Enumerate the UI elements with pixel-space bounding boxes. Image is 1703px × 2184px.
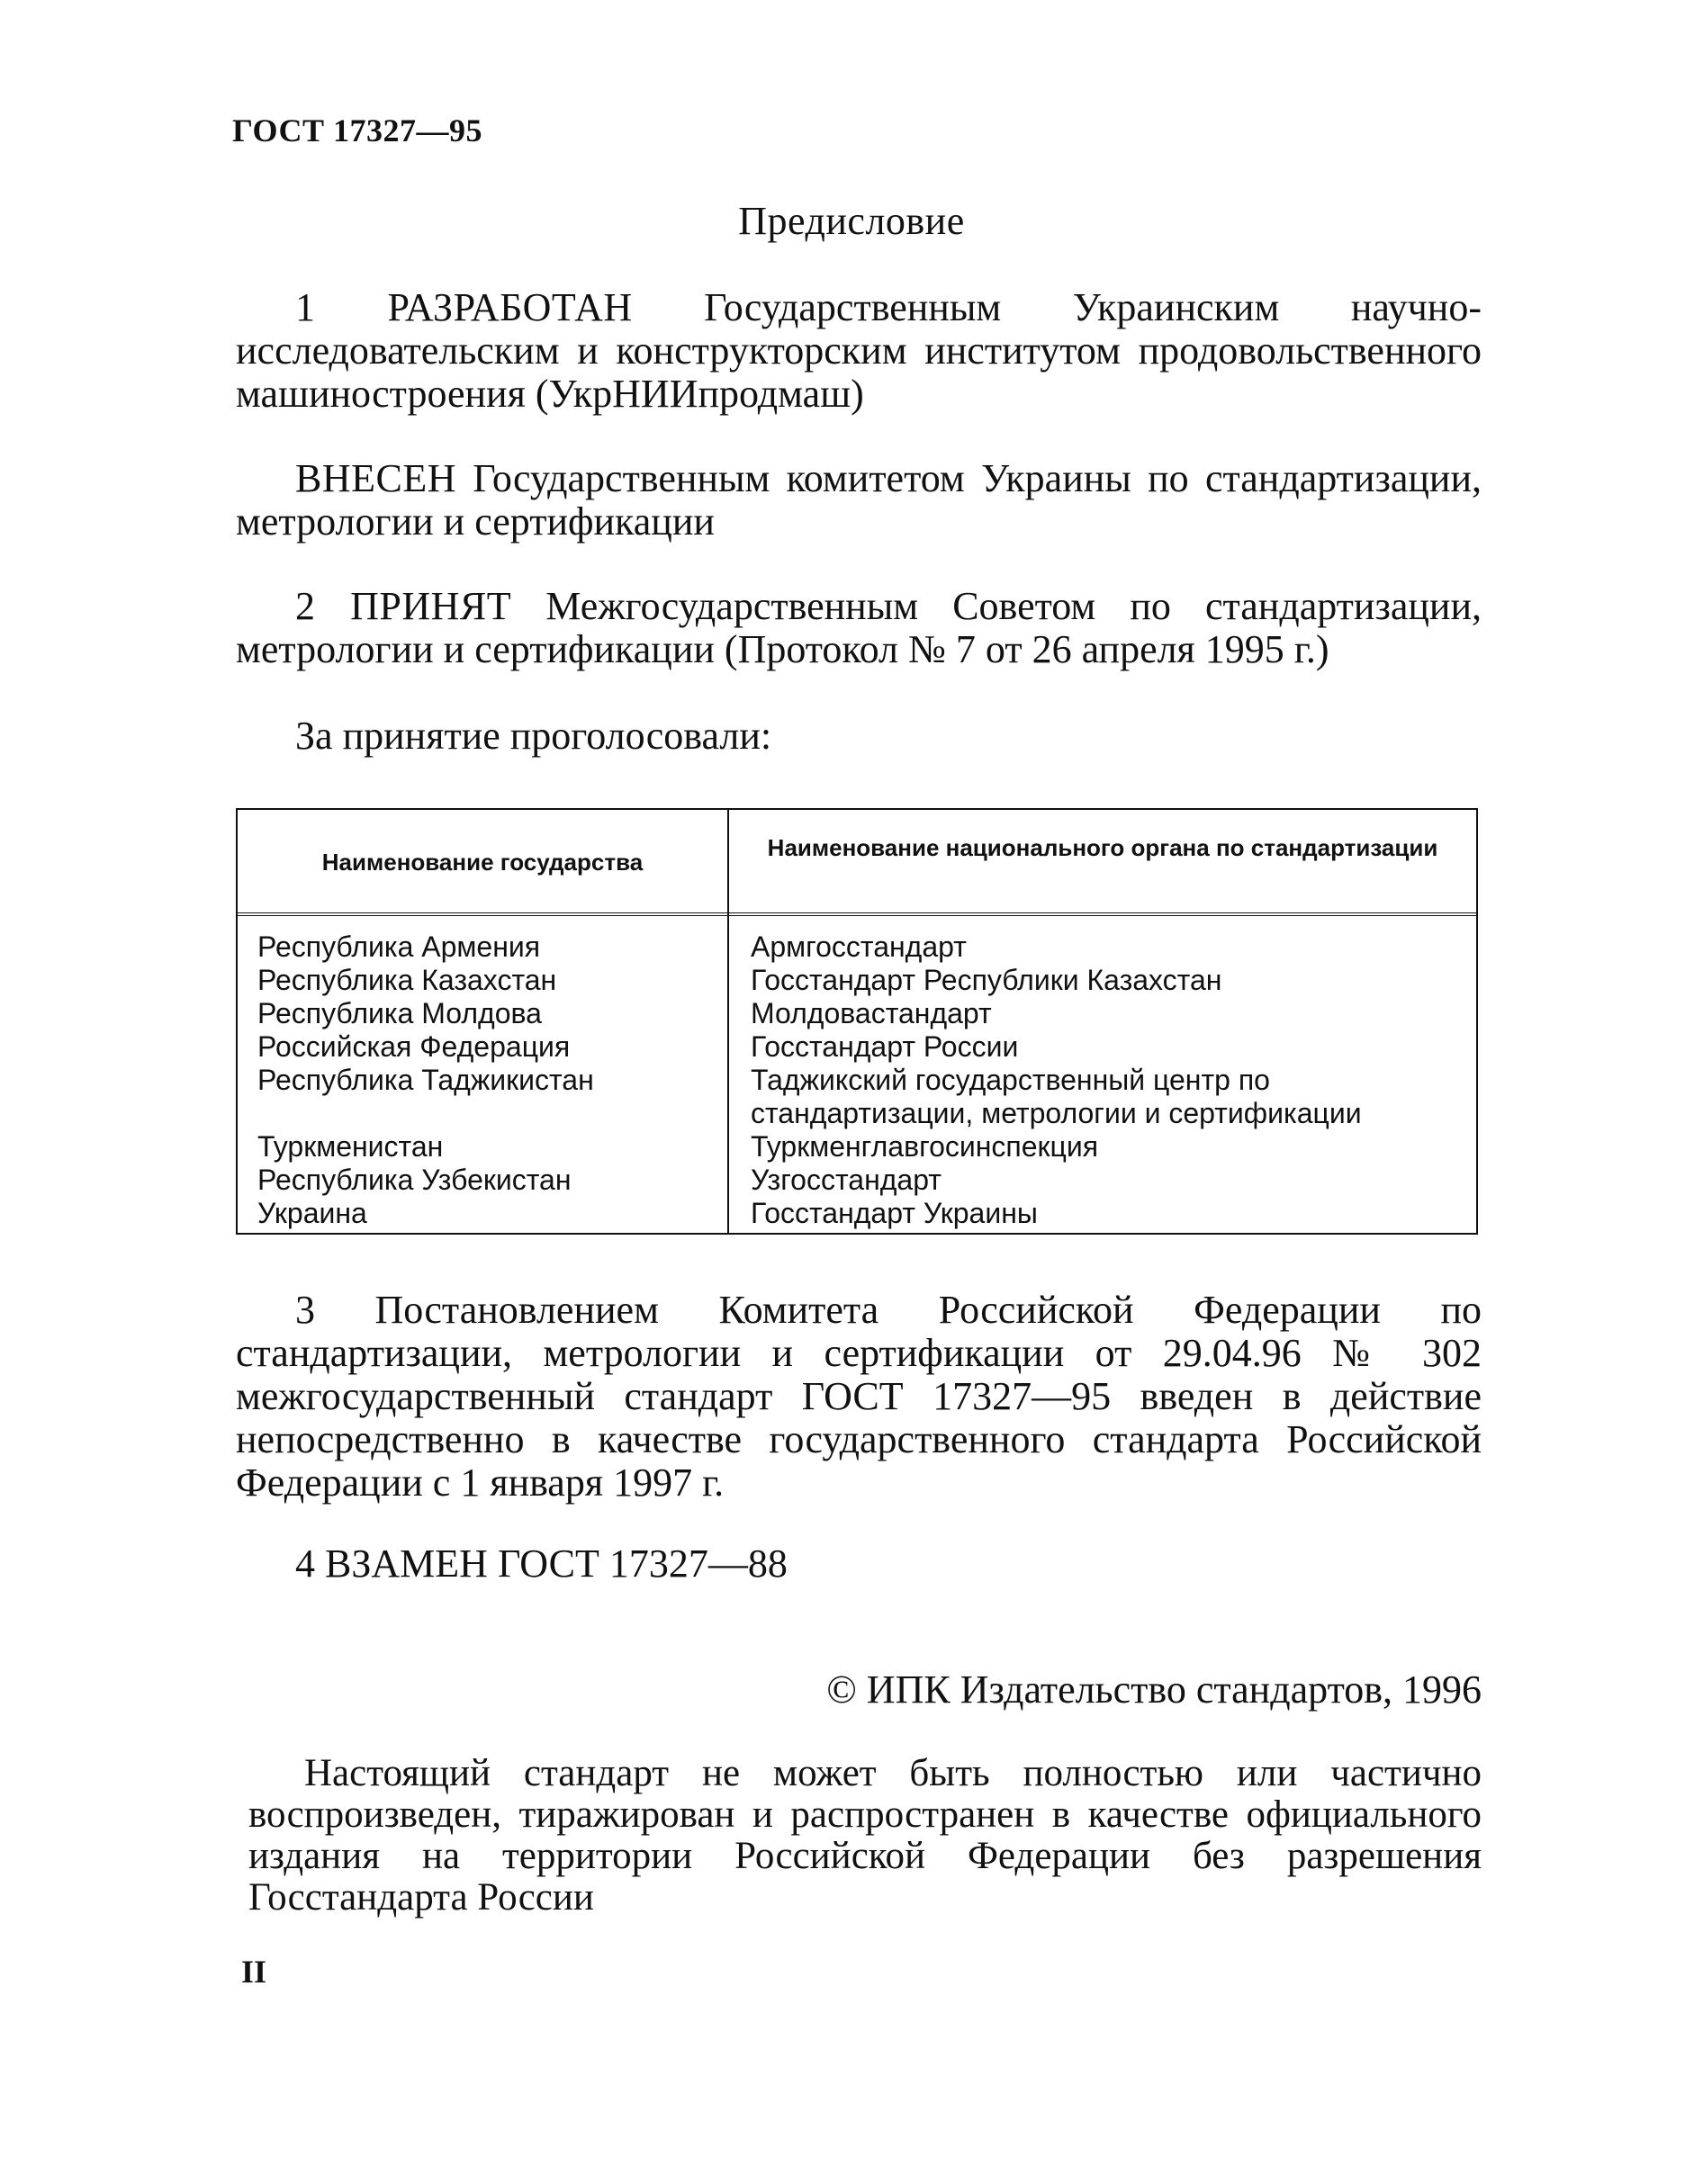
voting-table (236, 808, 1478, 1235)
table-cell-state: Республика Армения (257, 930, 541, 963)
reproduction-notice (248, 1753, 1482, 1919)
copyright-line: © ИПК Издательство стандартов, 1996 (826, 1667, 1482, 1712)
table-column-states (257, 930, 716, 1230)
item-introduced-text: Государственным комитетом Украины по стандартизации, метрологии и сертификации (236, 456, 1482, 544)
table-cell-state: Республика Казахстан (257, 964, 557, 996)
table-cell-state: Украина (257, 1197, 367, 1229)
voted-label-text: За принятие проголосовали: (295, 714, 772, 758)
item-introduced (236, 457, 1482, 544)
table-cell-state: Туркменистан (257, 1130, 444, 1163)
table-cell-state: Республика Узбекистан (257, 1164, 572, 1196)
voted-label (236, 715, 1482, 758)
document-header: ГОСТ 17327—95 (232, 112, 482, 148)
item-developed-keyword: 1 РАЗРАБОТАН (295, 285, 633, 329)
reproduction-notice-text: Настоящий стандарт не может быть полностью или частично воспроизведен, тиражирован и распространен в качестве официального издания на территории Российской Федерации без разрешения Госстандарта России (248, 1752, 1482, 1919)
table-cell-body: Госстандарт Украины (751, 1197, 1038, 1229)
table-cell-state: Российская Федерация (257, 1030, 571, 1063)
item-replaces-text: 4 ВЗАМЕН ГОСТ 17327—88 (295, 1541, 788, 1586)
item-adopted-keyword: 2 ПРИНЯТ (295, 584, 512, 628)
table-cell-body: Туркменглавгосинспекция (751, 1130, 1099, 1163)
table-cell-body: Таджикский государственный центр по стандартизации, метрологии и сертификации (751, 1064, 1362, 1129)
page-title: Предисловие (738, 199, 965, 243)
table-cell-body: Молдовастандарт (751, 997, 992, 1029)
item-introduced-keyword: ВНЕСЕН (295, 456, 456, 500)
table-cell-body: Госстандарт Республики Казахстан (751, 964, 1222, 996)
item-developed (236, 286, 1482, 416)
table-header-state: Наименование государства (321, 849, 644, 876)
table-column-bodies (751, 930, 1471, 1230)
table-header-body: Наименование национального органа по стандартизации (767, 834, 1438, 861)
table-column-divider (727, 810, 729, 1233)
item-resolution-text: 3 Постановлением Комитета Российской Федерации по стандартизации, метрологии и сертификации от 29.04.96 № 302 межгосударственный стандарт ГОСТ 17327—95 введен в действие непосредственно в качестве государственного стандарта Российской Федерации с 1 января 1997 г. (236, 1288, 1482, 1505)
table-header-divider (238, 912, 1476, 916)
item-replaces (236, 1542, 1482, 1586)
table-cell-body: Узгосстандарт (751, 1164, 942, 1196)
table-cell-state: Республика Молдова (257, 997, 542, 1029)
table-cell-state: Республика Таджикистан (257, 1064, 594, 1096)
item-adopted (236, 585, 1482, 671)
table-cell-body: Армгосстандарт (751, 930, 967, 963)
item-resolution (236, 1289, 1482, 1505)
table-cell-body: Госстандарт России (751, 1030, 1019, 1063)
item-developed-text: Государственным Украинским научно-исследовательским и конструкторским институтом продовольственного машиностроения (УкрНИИпродмаш) (236, 285, 1482, 416)
page-number: II (241, 1954, 267, 1990)
item-adopted-text: Межгосударственным Советом по стандартизации, метрологии и сертификации (Протокол № 7 от 26 апреля 1995 г.) (236, 584, 1482, 671)
